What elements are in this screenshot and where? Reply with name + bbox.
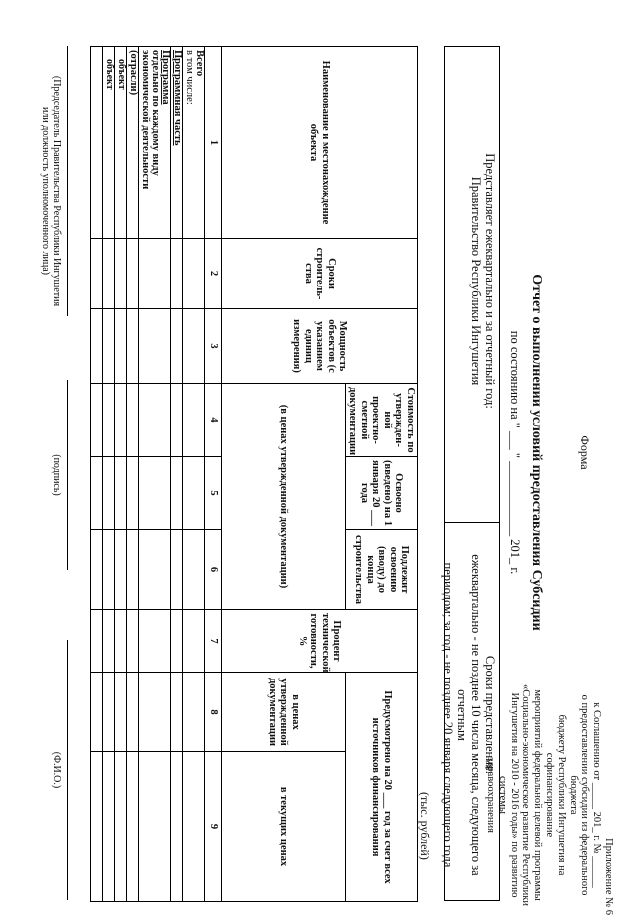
deadline-annual: периодом; за год - не позднее 20 января следующего года — [441, 562, 455, 868]
table-cell — [91, 530, 103, 610]
col-number: 9 — [205, 752, 222, 902]
as-of-date: по состоянию на " ___ " ____________ 201_ г. — [508, 330, 522, 575]
table-cell — [103, 752, 115, 902]
header-construction-terms: Сроки строитель- ства — [222, 239, 418, 309]
row-including-label: в том числе: — [184, 50, 195, 105]
table-cell — [103, 610, 115, 673]
table-cell — [91, 673, 103, 752]
row-program-label: Программа — [160, 50, 171, 105]
table-cell — [127, 752, 139, 902]
row-sector-label: (отрасли) — [128, 50, 139, 96]
table-cell — [91, 309, 103, 384]
table-cell — [103, 530, 115, 610]
table-cell — [183, 530, 205, 610]
table-cell — [103, 384, 115, 457]
appendix-line: мероприятий федеральной целевой программы — [532, 689, 544, 901]
table-cell — [139, 384, 171, 457]
row-object — [103, 47, 115, 239]
table-cell — [127, 457, 139, 530]
col-number: 2 — [205, 239, 222, 309]
table-cell — [171, 530, 183, 610]
table-cell — [139, 752, 171, 902]
table-cell — [115, 309, 127, 384]
name-caption: (Ф.И.О.) — [51, 751, 62, 789]
table-cell — [183, 457, 205, 530]
table-cell — [171, 239, 183, 309]
col-number: 7 — [205, 610, 222, 673]
official-caption-line: (Председатель Правительства Республики Ингушетия — [51, 75, 62, 307]
table-cell — [127, 239, 139, 309]
table-cell — [115, 610, 127, 673]
table-cell — [183, 752, 205, 902]
table-cell — [139, 530, 171, 610]
table-cell — [115, 752, 127, 902]
table-cell — [91, 239, 103, 309]
submitter-block — [469, 51, 497, 511]
table-cell — [139, 673, 171, 752]
table-cell — [91, 610, 103, 673]
table-cell — [139, 239, 171, 309]
table-cell — [139, 309, 171, 384]
appendix-line: «Социально-экономическое развитие Республики — [520, 683, 532, 907]
table-cell — [103, 673, 115, 752]
col-number: 5 — [205, 457, 222, 530]
table-cell — [183, 610, 205, 673]
row-object-label: объект — [116, 59, 127, 90]
table-cell — [115, 673, 127, 752]
appendix-label: Приложение № 6 — [603, 838, 614, 915]
row-sector — [127, 47, 139, 239]
table-cell — [103, 309, 115, 384]
appendix-line: к Соглашению от _____ 201_ г. № ______ — [591, 702, 603, 888]
row-total-label: Всего — [194, 50, 205, 77]
table-cell — [183, 309, 205, 384]
table-cell — [91, 384, 103, 457]
form-word: Форма — [578, 435, 592, 470]
table-cell — [127, 610, 139, 673]
header-cost: Стоимость по утвержден- ной проектно- сметной документации — [346, 384, 418, 457]
appendix-line: Ингушетия на 2010 - 2016 годы» по развитию системы — [496, 692, 520, 898]
table-cell — [183, 384, 205, 457]
submitter-heading: Представляет ежеквартально и за отчетный год: — [483, 153, 497, 409]
row-object-label: объект — [104, 59, 115, 90]
signature-line-official — [67, 46, 68, 316]
signature-line-name — [67, 640, 68, 900]
table-cell — [115, 239, 127, 309]
table-cell — [91, 752, 103, 902]
table-cell — [91, 47, 103, 239]
header-planned-current: в текущих ценах — [222, 752, 346, 902]
deadline-heading: Сроки представления: — [483, 655, 497, 775]
header-planned: Предусмотрено на 20 ___ год за счет всех источников финансирования — [346, 673, 418, 902]
reporting-period-box — [441, 46, 500, 901]
units-note: (тыс. рублей) — [418, 792, 432, 860]
header-prices-note: (в ценах утвержденной документации) — [222, 384, 346, 610]
table-cell — [127, 673, 139, 752]
header-planned-approved: в ценах утвержденной документации — [222, 673, 346, 752]
report-table — [90, 46, 418, 902]
document-title: Отчет о выполнении условий предоставления Субсидии — [529, 274, 544, 631]
header-readiness: Процент технической готовности, % — [222, 610, 418, 673]
table-cell — [171, 610, 183, 673]
col-number: 6 — [205, 530, 222, 610]
signature-line-signature — [67, 380, 68, 570]
appendix-block — [484, 675, 614, 915]
table-cell — [171, 752, 183, 902]
submitter-name: Правительство Республики Ингушетия — [469, 176, 483, 386]
row-activity-label: экономической деятельности — [140, 50, 151, 190]
table-cell — [171, 673, 183, 752]
row-by-activity-label: отдельно по каждому виду — [150, 50, 161, 176]
table-cell — [115, 530, 127, 610]
col-number: 8 — [205, 673, 222, 752]
table-cell — [171, 384, 183, 457]
table-cell — [139, 610, 171, 673]
table-cell — [115, 457, 127, 530]
header-to-master: Подлежит освоению (вводу) до конца строительства — [346, 530, 418, 610]
appendix-line: здравоохранения — [485, 757, 497, 833]
official-caption-line: или должность уполномоченного лица) — [40, 107, 51, 275]
header-object-name: Наименование и местонахождение объекта — [222, 47, 418, 239]
table-cell — [183, 239, 205, 309]
appendix-line: о предоставлении субсидии из федерального бюджета — [567, 694, 591, 896]
col-number: 4 — [205, 384, 222, 457]
table-cell — [127, 384, 139, 457]
table-cell — [127, 309, 139, 384]
table-cell — [171, 457, 183, 530]
table-cell — [139, 457, 171, 530]
col-number: 1 — [205, 47, 222, 239]
table-cell — [103, 239, 115, 309]
col-number: 3 — [205, 309, 222, 384]
row-object — [115, 47, 127, 239]
period-divider — [445, 522, 499, 523]
signature-caption: (подпись) — [51, 454, 62, 496]
official-caption — [40, 46, 62, 336]
row-program-part — [171, 47, 183, 239]
row-total — [183, 47, 205, 239]
appendix-line: бюджету Республики Ингушетия на софинансирование — [544, 714, 567, 876]
table-cell — [183, 673, 205, 752]
row-by-activity — [139, 47, 171, 239]
table-cell — [171, 309, 183, 384]
table-cell — [115, 384, 127, 457]
row-program-part-label: Программная часть — [172, 50, 183, 146]
table-cell — [91, 457, 103, 530]
header-mastered: Освоено (введено) на 1 января 20 ___ года — [346, 457, 418, 530]
deadline-block — [441, 531, 497, 899]
header-capacity: Мощность объектов (с указанием единиц измерения) — [222, 309, 418, 384]
table-cell — [127, 530, 139, 610]
deadline-quarterly: ежеквартально - не позднее 10 числа месяца, следующего за отчетным — [455, 554, 483, 876]
table-cell — [103, 457, 115, 530]
